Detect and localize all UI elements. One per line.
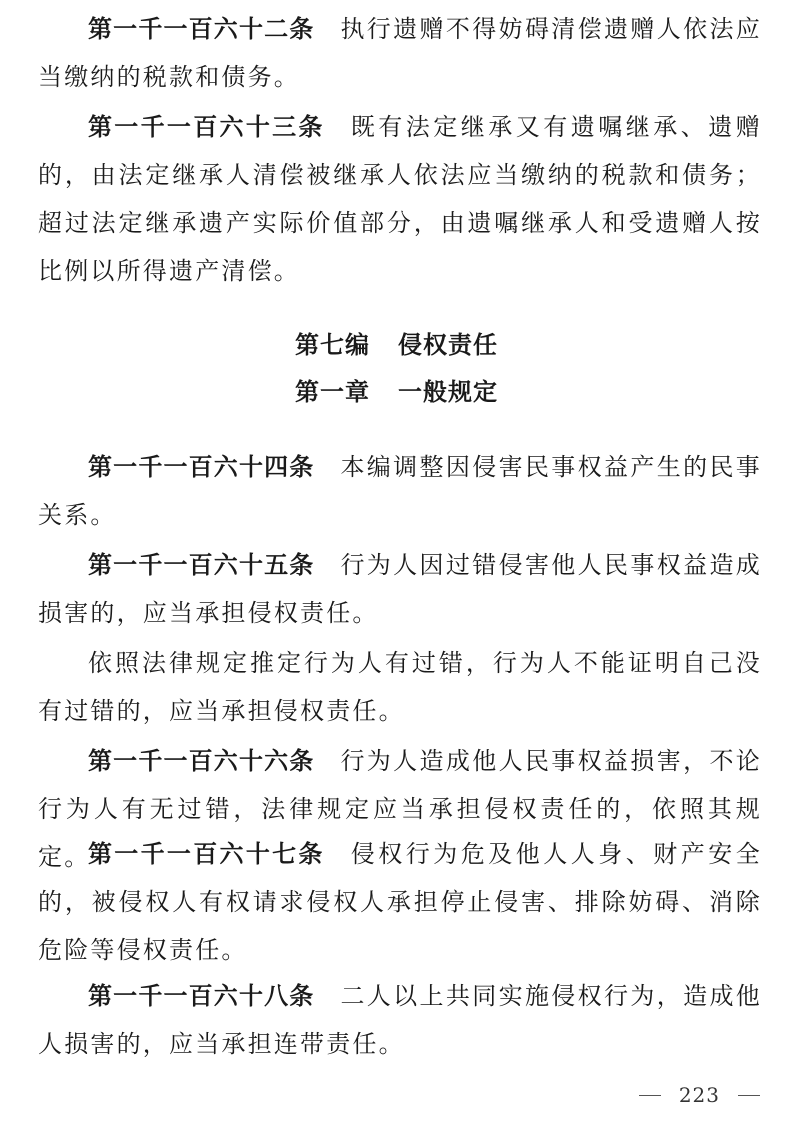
article-number: 第一千一百六十八条 <box>88 982 315 1010</box>
part-label: 第七编 <box>295 331 370 359</box>
article-1162 <box>38 5 762 101</box>
article-1164 <box>38 443 762 539</box>
article-text: 本编调整因侵害民事权益产生的民事关系。 <box>38 453 763 529</box>
article-number: 第一千一百六十二条 <box>88 15 315 43</box>
paragraph-text: 依照法律规定推定行为人有过错，行为人不能证明自己没有过错的，应当承担侵权责任。 <box>38 649 762 725</box>
article-1165 <box>38 541 762 637</box>
chapter-label: 第一章 <box>295 378 370 406</box>
part-title: 侵权责任 <box>398 331 498 359</box>
article-1167 <box>38 830 762 974</box>
article-text: 既有法定继承又有遗嘱继承、遗赠的，由法定继承人清偿被继承人依法应当缴纳的税款和债务；超过法定继承遗产实际价值部分，由遗嘱继承人和受遗赠人按比例以所得遗产清偿。 <box>38 113 763 285</box>
page-number: 223 <box>678 1083 720 1107</box>
chapter-heading <box>0 372 793 412</box>
chapter-title: 一般规定 <box>398 378 498 406</box>
article-1165-paragraph-2 <box>38 639 762 735</box>
article-text: 二人以上共同实施侵权行为，造成他人损害的，应当承担连带责任。 <box>38 982 763 1058</box>
article-1163 <box>38 103 762 295</box>
article-number: 第一千一百六十七条 <box>88 840 325 868</box>
article-number: 第一千一百六十六条 <box>88 747 315 775</box>
article-number: 第一千一百六十三条 <box>88 113 325 141</box>
article-text: 侵权行为危及他人人身、财产安全的，被侵权人有权请求侵权人承担停止侵害、排除妨碍、消除危险等侵权责任。 <box>38 840 763 964</box>
article-number: 第一千一百六十四条 <box>88 453 315 481</box>
article-text: 执行遗赠不得妨碍清偿遗赠人依法应当缴纳的税款和债务。 <box>38 15 763 91</box>
footer-dash-left <box>639 1095 661 1096</box>
page-footer <box>639 1080 760 1110</box>
part-heading <box>0 325 793 365</box>
footer-dash-right <box>738 1095 760 1096</box>
article-text: 行为人因过错侵害他人民事权益造成损害的，应当承担侵权责任。 <box>38 551 763 627</box>
article-number: 第一千一百六十五条 <box>88 551 315 579</box>
article-text: 行为人造成他人民事权益损害，不论行为人有无过错，法律规定应当承担侵权责任的，依照其规定。 <box>38 747 763 871</box>
article-1168 <box>38 972 762 1068</box>
